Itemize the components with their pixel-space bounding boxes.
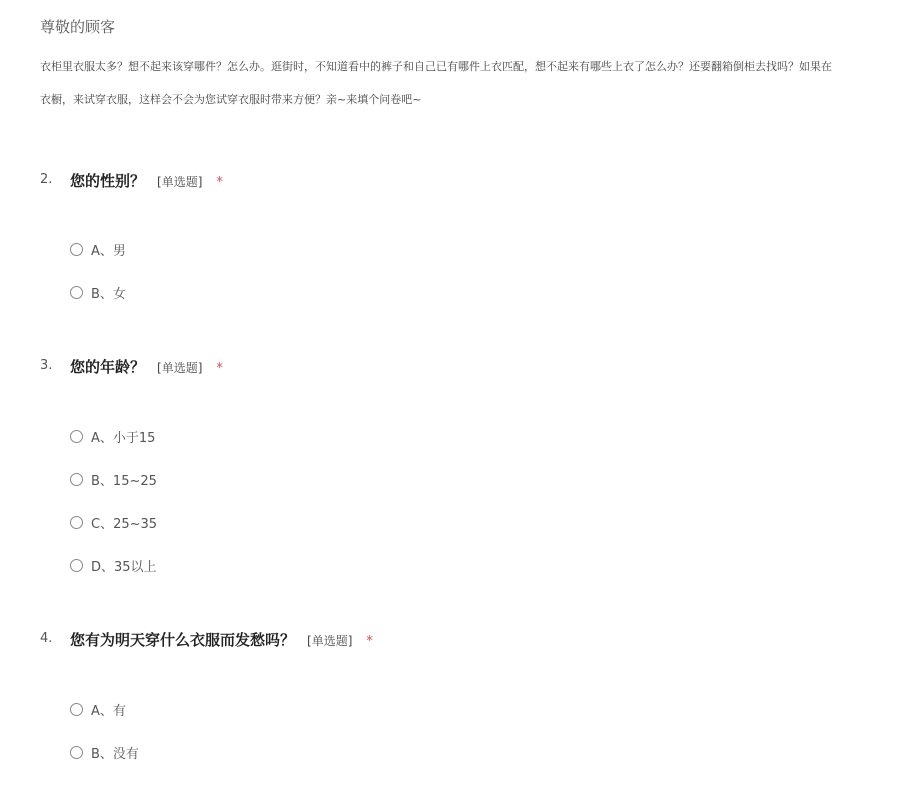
radio-button[interactable]	[70, 430, 83, 443]
question-text-label: 您有为明天穿什么衣服而发愁吗？	[70, 631, 296, 649]
survey-intro-line-2: 衣橱，来试穿衣服，这样会不会为您试穿衣服时带来方便？亲~来填个问卷吧~	[40, 93, 422, 106]
question-type-label: [单选题]	[307, 634, 353, 648]
question-3-option-c[interactable]	[70, 512, 157, 532]
question-text	[70, 356, 223, 377]
question-text-label: 您的年龄？	[70, 358, 146, 376]
option-label: B、15~25	[91, 473, 157, 489]
required-asterisk: *	[216, 361, 223, 376]
question-4-option-a[interactable]	[70, 699, 126, 719]
radio-button[interactable]	[70, 286, 83, 299]
survey-intro-line-1: 衣柜里衣服太多？想不起来该穿哪件？怎么办。逛街时，不知道看中的裤子和自己已有哪件上衣匹配，想不起来有哪些上衣了怎么办？还要翻箱倒柜去找吗？如果在	[40, 60, 832, 73]
option-label: D、35以上	[91, 559, 157, 575]
option-label: C、25~35	[91, 516, 158, 532]
question-number: 4.	[40, 631, 53, 646]
question-text	[70, 629, 373, 650]
question-3-option-d[interactable]	[70, 555, 157, 575]
question-4-option-b[interactable]	[70, 742, 139, 762]
required-asterisk: *	[366, 634, 373, 649]
option-label: A、男	[91, 243, 126, 259]
radio-button[interactable]	[70, 473, 83, 486]
question-2-option-a[interactable]	[70, 239, 126, 259]
question-text-label: 您的性别？	[70, 172, 146, 190]
question-number: 2.	[40, 172, 53, 187]
question-3-option-a[interactable]	[70, 426, 155, 446]
option-label: B、女	[91, 286, 126, 302]
question-3-option-b[interactable]	[70, 469, 157, 489]
question-2-option-b[interactable]	[70, 282, 126, 302]
question-type-label: [单选题]	[157, 175, 203, 189]
question-number: 3.	[40, 358, 53, 373]
question-text	[70, 170, 223, 191]
radio-button[interactable]	[70, 559, 83, 572]
question-type-label: [单选题]	[157, 361, 203, 375]
required-asterisk: *	[216, 175, 223, 190]
radio-button[interactable]	[70, 516, 83, 529]
radio-button[interactable]	[70, 746, 83, 759]
radio-button[interactable]	[70, 243, 83, 256]
radio-button[interactable]	[70, 703, 83, 716]
option-label: B、没有	[91, 746, 139, 762]
option-label: A、小于15	[91, 430, 156, 446]
survey-greeting: 尊敬的顾客	[40, 18, 116, 36]
option-label: A、有	[91, 703, 126, 719]
